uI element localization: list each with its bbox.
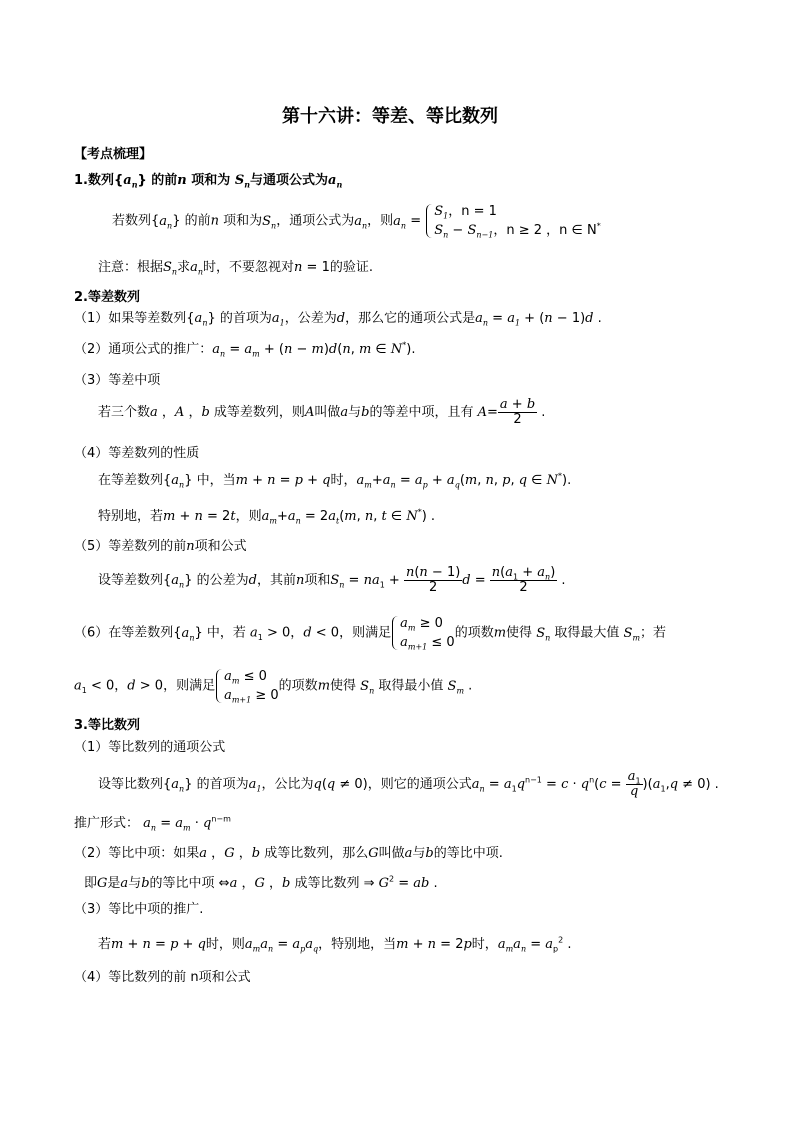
heading-3: 3.等比数列 bbox=[74, 718, 140, 733]
s2-p4c: 特别地，若m + n = 2t，则$a_m+a_n = 2a_t(m$, n, t ∈ N*) . bbox=[98, 507, 436, 526]
s2-p2: （2）通项公式的推广：$a_n = a_m + (n - m)d(n$, m ∈ N*). bbox=[74, 340, 416, 359]
s3-p3b: 若m + n = p + q时，则$a_ma_n = a_pa_q$，特别地，当m + n = 2p时，$a_ma_n = a_p^2$ . bbox=[98, 935, 572, 954]
s2-p4b: 在等差数列$\{a_n\}$ 中，当m + n = p + q时，$a_m+a_n = a_p + a_q(m$, n, p, q ∈ N*). bbox=[98, 471, 572, 490]
page-title: 第十六讲：等差、等比数列 bbox=[282, 106, 498, 127]
s2-p3b: 若三个数a ，A ，b 成等差数列，则A叫做a与b的等差中项，且有 A= $\frac{a + b}{2}$ . bbox=[98, 397, 546, 427]
s3-p3: （3）等比中项的推广. bbox=[74, 902, 204, 917]
s3-p1: （1）等比数列的通项公式 bbox=[74, 740, 226, 755]
s1-note: 注意：根据$S_n$求$a_n$时，不要忽视对n = 1的验证. bbox=[98, 260, 373, 277]
s2-p3: （3）等差中项 bbox=[74, 373, 161, 388]
s1-formula-line: 若数列$\{a_n\}$ 的前n 项和为$S_n$，通项公式为$a_n$，则$a_n$ = $S_1$，n = 1 $S_n - S_{n-1}$，n ≥ 2 ，n ∈ N* bbox=[112, 204, 601, 240]
s3-p1c: 推广形式： $a_n = a_m \cdot q^{n-m}$ bbox=[74, 814, 231, 833]
s2-p5b: 设等差数列$\{a_n\}$ 的公差为d，其前n项和$S_n = na_1$ + $\frac{n(n - 1)}{2}$ d = $\frac{n(a_1 + a_n)}{2}$ . bbox=[98, 565, 566, 595]
s2-p4: （4）等差数列的性质 bbox=[74, 446, 200, 461]
section-header: 【考点梳理】 bbox=[74, 147, 153, 162]
heading-2: 2.等差数列 bbox=[74, 290, 140, 305]
s2-p6b: $a_1 < 0$，d > 0，则满足 $a_m \le 0$ $a_{m+1} \ge 0$ 的项数m使得 $S_n$ 取得最小值 $S_m$ . bbox=[74, 669, 473, 705]
s3-p1b: 设等比数列$\{a_n\}$ 的首项为$a_1$，公比为q(q ≠ 0)，则它的通项公式$a_n = a_1q^{n-1} = c \cdot q^n(c$ = $\frac{a_1}{q}$ )$(a_1,q \ne 0)$ . bbox=[98, 769, 719, 799]
s3-p2: （2）等比中项：如果a ，G ，b 成等比数列，那么G叫做a与b的等比中项. bbox=[74, 846, 503, 861]
s2-p6: （6）在等差数列$\{a_n\}$ 中，若 $a_1 > 0$，d < 0，则满足 $a_m \ge 0$ $a_{m+1} \le 0$ 的项数m使得 $S_n$ 取得最大值 $S_m$；若 bbox=[74, 616, 667, 652]
s3-p2b: 即G是a与b的等比中项 ⇔a ，G ，b 成等比数列 ⇒ $G^2$ = ab . bbox=[84, 874, 438, 891]
heading-1: 1.数列$\{a_n\}$ 的前n 项和为 $S_n$与通项公式为$a_n$ bbox=[74, 173, 343, 190]
piecewise-brace: $S_1$，n = 1 $S_n - S_{n-1}$，n ≥ 2 ，n ∈ N* bbox=[425, 202, 600, 240]
s3-p4: （4）等比数列的前 n项和公式 bbox=[74, 970, 251, 985]
s2-p5: （5）等差数列的前n项和公式 bbox=[74, 539, 247, 554]
s2-p1: （1）如果等差数列$\{a_n\}$ 的首项为$a_1$，公差为d，那么它的通项公式是$a_n = a_1 + (n - 1)d$ . bbox=[74, 311, 602, 328]
